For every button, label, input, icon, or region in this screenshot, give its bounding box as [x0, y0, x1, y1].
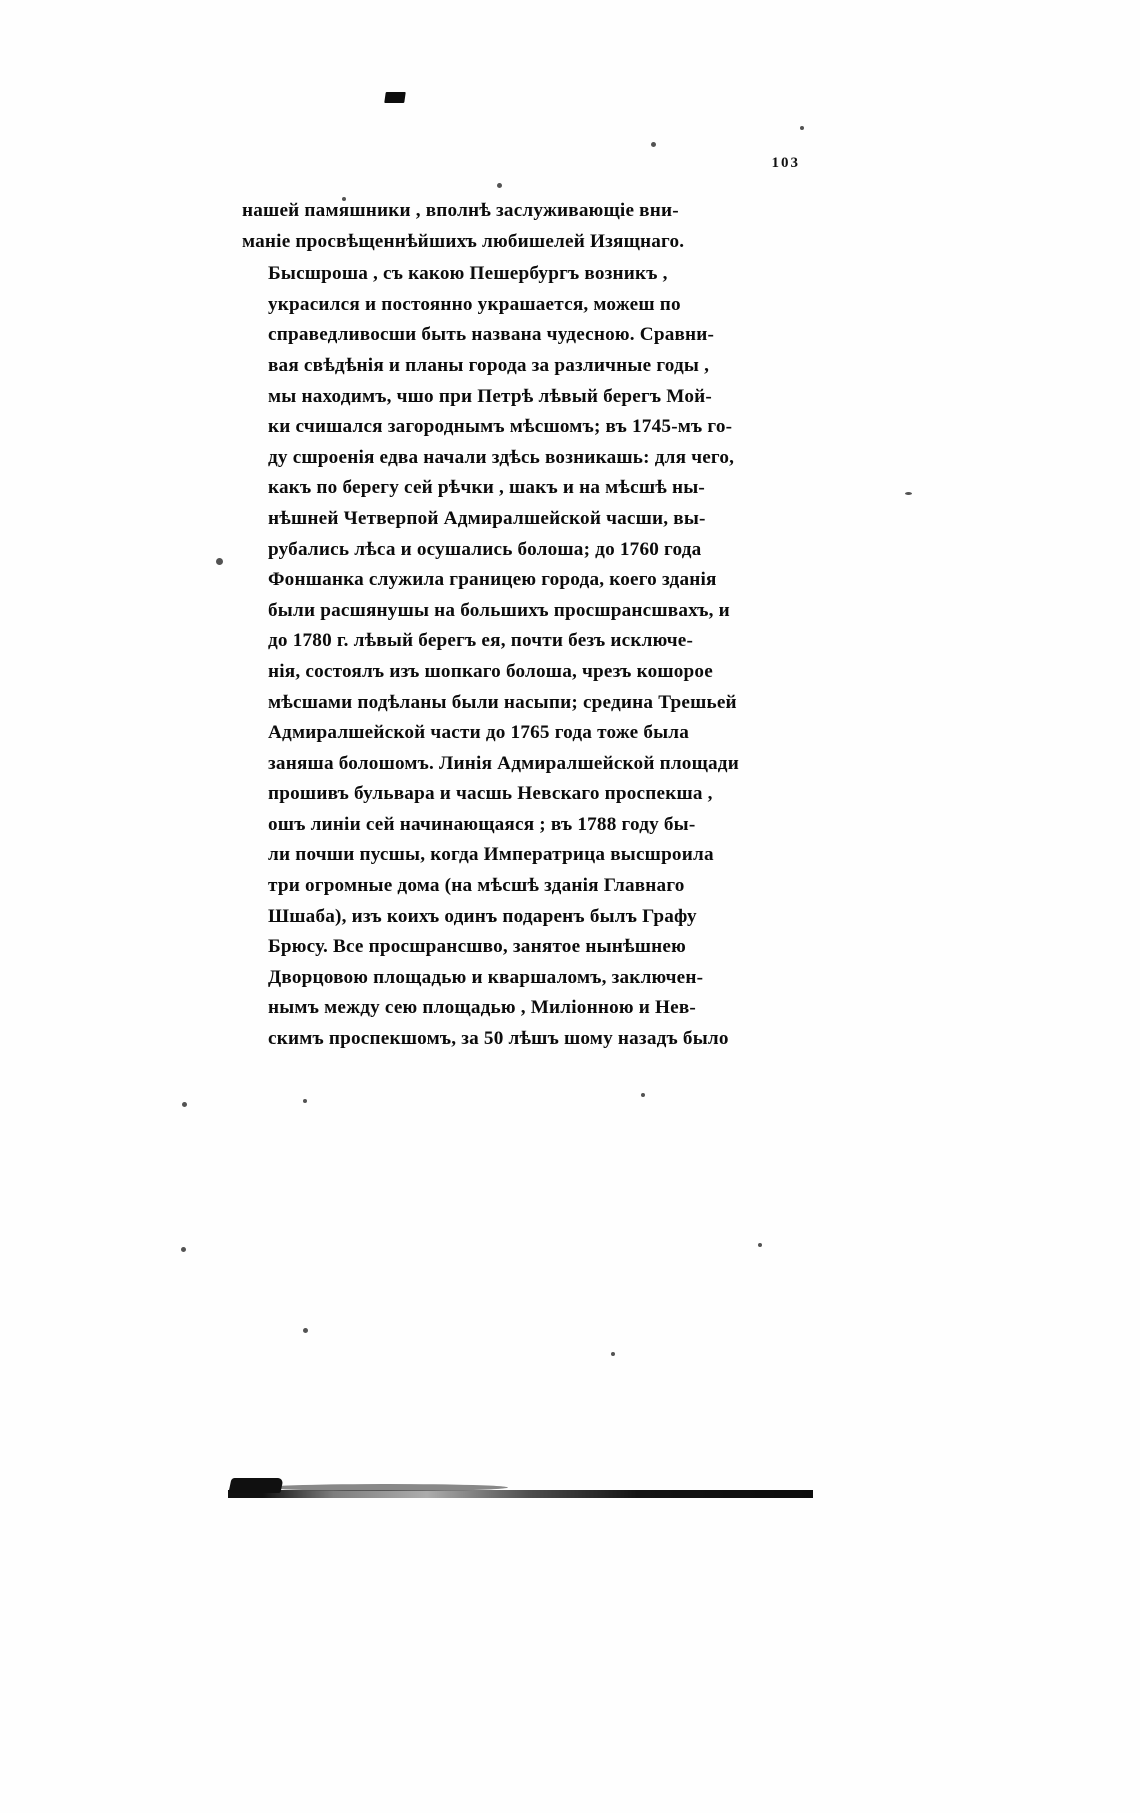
- scan-speck: [641, 1093, 645, 1097]
- text-line: Адмиралшейской части до 1765 года тоже была: [268, 722, 690, 744]
- scan-speck: [181, 1247, 186, 1252]
- text-line: три огромные дома (на мѣсшѣ зданія Главнаго: [268, 875, 685, 897]
- text-line: рубались лѣса и осушались болоша; до 1760 года: [268, 538, 702, 560]
- scan-speck: [800, 126, 804, 130]
- text-line: справедливосши быть названа чудесною. Сравни-: [268, 324, 715, 346]
- scan-speck: [651, 142, 656, 147]
- text-line: ошъ линіи сей начинающаяся ; въ 1788 году бы-: [268, 813, 696, 835]
- scan-speck: [611, 1352, 615, 1356]
- smudge-bar: [228, 1490, 813, 1498]
- text-line: маніе просвѣщеннѣйшихъ любишелей Изящнаго.: [242, 230, 685, 252]
- scan-speck: [303, 1328, 308, 1333]
- scan-speck: [216, 558, 223, 565]
- text-line: нашей памяшники , вполнѣ заслуживающіе вни-: [242, 200, 679, 221]
- paragraph-1: [242, 196, 794, 257]
- text-line: Шшаба), изъ коихъ одинъ подаренъ былъ Графу: [268, 905, 697, 927]
- smudge-lump: [228, 1478, 283, 1493]
- text-line: какъ по берегу сей рѣчки , шакъ и на мѣсшѣ ны-: [268, 477, 705, 499]
- body-text: [242, 196, 794, 1055]
- text-line: до 1780 г. лѣвый берегъ ея, почти безъ исключе-: [268, 630, 694, 652]
- page-edge-smudge: [228, 1476, 813, 1498]
- smudge-wave: [268, 1484, 508, 1491]
- text-line: Фоншанка служила границею города, коего зданія: [268, 569, 717, 591]
- scan-speck: [758, 1243, 762, 1247]
- scan-speck: [497, 183, 502, 188]
- text-line: ки счишался загороднымъ мѣсшомъ; въ 1745-мъ го-: [268, 416, 733, 438]
- text-line: ду сшроенія едва начали здѣсь возникашь: для чего,: [268, 446, 735, 468]
- text-line: вая свѣдѣнія и планы города за различные годы ,: [268, 354, 710, 376]
- text-line: нѣшней Четверпой Адмиралшейской часши, вы-: [268, 507, 706, 529]
- text-line: мѣсшами подѣланы были насыпи; средина Трешьей: [268, 691, 737, 713]
- text-line: заняша болошомъ. Линія Адмиралшейской площади: [268, 752, 739, 774]
- text-line: нымъ между сею площадью , Миліонною и Нев-: [268, 997, 696, 1019]
- ink-mark-top: [384, 92, 406, 103]
- text-line: скимъ проспекшомъ, за 50 лѣшъ шому назадъ было: [268, 1028, 729, 1050]
- text-line: были расшянушы на большихъ просшрансшвахъ, и: [268, 599, 730, 621]
- page-number: 103: [771, 155, 800, 171]
- text-line: Бысшроша , съ какою Пешербургъ возникъ ,: [268, 263, 668, 285]
- scan-speck: [905, 492, 912, 495]
- text-line: украсился и постоянно украшается, можеш по: [268, 293, 681, 315]
- paragraph-2: [242, 259, 794, 1054]
- text-line: Дворцовою площадью и кваршаломъ, заключен-: [268, 966, 704, 988]
- text-line: Брюсу. Все просшрансшво, занятое нынѣшнею: [268, 936, 686, 958]
- text-line: ли почши пусшы, когда Императрица высшроила: [268, 844, 714, 866]
- scan-speck: [303, 1099, 307, 1103]
- text-line: мы находимъ, чшо при Пeтрѣ лѣвый берегъ Мой-: [268, 385, 712, 407]
- text-line: прошивъ бульвара и часшь Невскаго проспекша ,: [268, 783, 713, 805]
- scan-speck: [182, 1102, 187, 1107]
- text-line: нія, состоялъ изъ шопкаго болоша, чрезъ кошорое: [268, 660, 713, 682]
